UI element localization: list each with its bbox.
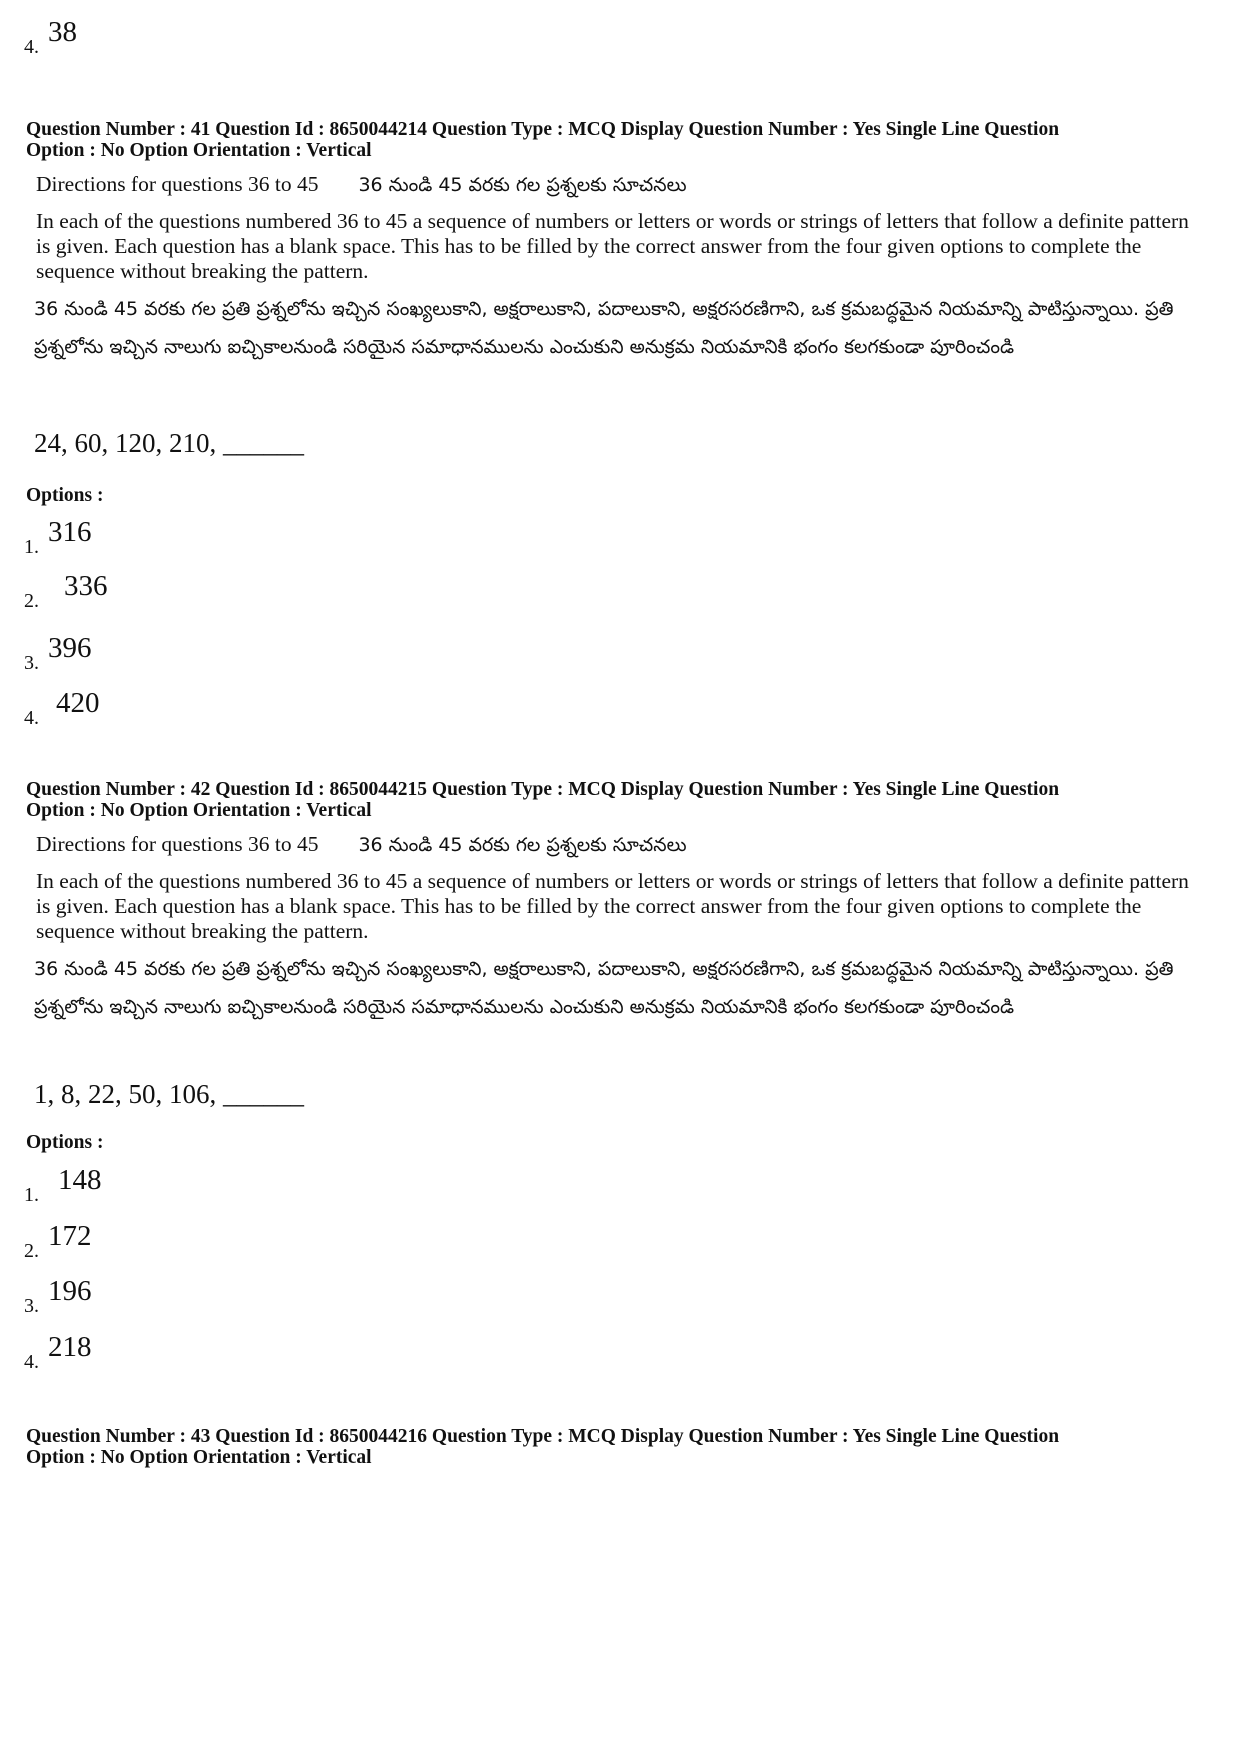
question-41-sequence: 24, 60, 120, 210, ______ (34, 428, 304, 458)
option-number: 1. (24, 536, 39, 558)
question-41-option-3[interactable] (24, 632, 92, 675)
question-42-options-label: Options : (26, 1132, 104, 1153)
option-value: 172 (48, 1220, 92, 1252)
question-43-meta (26, 1426, 1226, 1468)
option-number: 2. (24, 1240, 39, 1262)
question-42-instructions-english: In each of the questions numbered 36 to 45 a sequence of numbers or letters or words or strings of letters that follow a definite pattern is given. Each question has a blank space. This has to be filled by the correct answer from the four given options to complete the sequence without breaking the pattern. (36, 869, 1189, 943)
previous-option-4 (24, 16, 77, 59)
option-number: 3. (24, 652, 39, 674)
question-41-options-label: Options : (26, 485, 104, 506)
option-value: 148 (58, 1164, 102, 1196)
question-42-directions-heading (36, 832, 687, 861)
option-value: 336 (64, 570, 108, 602)
directions-english: Directions for questions 36 to 45 (36, 172, 319, 196)
option-number: 4. (24, 36, 39, 58)
meta-line-2: Option : No Option Orientation : Vertical (26, 800, 372, 821)
question-41-instructions-telugu: 36 నుండి 45 వరకు గల ప్రతి ప్రశ్నలోను ఇచ్చిన సంఖ్యలుకాని, అక్షరాలుకాని, పదాలుకాని, అక్షరసరణిగాని, ఒక క్రమబద్ధమైన నియమాన్ని పాటిస్తున్నాయి. ప్రతి ప్రశ్నలోను ఇచ్చిన నాలుగు ఐచ్చికాలనుండి సరియైన సమాధానములను ఎంచుకుని అనుక్రమ నియమానికి భంగం కలగకుండా పూరించండి (34, 298, 1174, 358)
question-42-meta (26, 779, 1226, 821)
question-41-instructions-english: In each of the questions numbered 36 to 45 a sequence of numbers or letters or words or strings of letters that follow a definite pattern is given. Each question has a blank space. This has to be filled by the correct answer from the four given options to complete the sequence without breaking the pattern. (36, 209, 1189, 283)
question-41-option-2[interactable] (24, 570, 108, 613)
option-value: 38 (48, 16, 77, 48)
question-41-directions-heading (36, 172, 687, 201)
meta-line-2: Option : No Option Orientation : Vertical (26, 140, 372, 161)
question-42-option-3[interactable] (24, 1275, 92, 1318)
option-value: 316 (48, 516, 92, 548)
option-number: 4. (24, 1351, 39, 1373)
option-value: 396 (48, 632, 92, 664)
question-41-option-1[interactable] (24, 516, 92, 559)
question-41-option-4[interactable] (24, 687, 100, 730)
directions-telugu: 36 నుండి 45 వరకు గల ప్రశ్నలకు సూచనలు (358, 174, 687, 196)
meta-line-1: Question Number : 43 Question Id : 8650044216 Question Type : MCQ Display Question Number : Yes Single Line Question (26, 1426, 1060, 1447)
meta-line-1: Question Number : 42 Question Id : 8650044215 Question Type : MCQ Display Question Number : Yes Single Line Question (26, 779, 1060, 800)
meta-line-1: Question Number : 41 Question Id : 8650044214 Question Type : MCQ Display Question Number : Yes Single Line Question (26, 119, 1060, 140)
option-value: 420 (56, 687, 100, 719)
option-number: 3. (24, 1295, 39, 1317)
question-42-option-2[interactable] (24, 1220, 92, 1263)
question-42-option-4[interactable] (24, 1331, 92, 1374)
question-41-meta (26, 119, 1226, 161)
option-number: 2. (24, 590, 39, 612)
meta-line-2: Option : No Option Orientation : Vertical (26, 1447, 372, 1468)
question-42-sequence: 1, 8, 22, 50, 106, ______ (34, 1079, 304, 1109)
option-value: 218 (48, 1331, 92, 1363)
question-42-instructions-telugu: 36 నుండి 45 వరకు గల ప్రతి ప్రశ్నలోను ఇచ్చిన సంఖ్యలుకాని, అక్షరాలుకాని, పదాలుకాని, అక్షరసరణిగాని, ఒక క్రమబద్ధమైన నియమాన్ని పాటిస్తున్నాయి. ప్రతి ప్రశ్నలోను ఇచ్చిన నాలుగు ఐచ్చికాలనుండి సరియైన సమాధానములను ఎంచుకుని అనుక్రమ నియమానికి భంగం కలగకుండా పూరించండి (34, 958, 1174, 1018)
question-42-option-1[interactable] (24, 1164, 102, 1207)
directions-english: Directions for questions 36 to 45 (36, 832, 319, 856)
directions-telugu: 36 నుండి 45 వరకు గల ప్రశ్నలకు సూచనలు (358, 834, 687, 856)
option-value: 196 (48, 1275, 92, 1307)
option-number: 1. (24, 1184, 39, 1206)
option-number: 4. (24, 707, 39, 729)
